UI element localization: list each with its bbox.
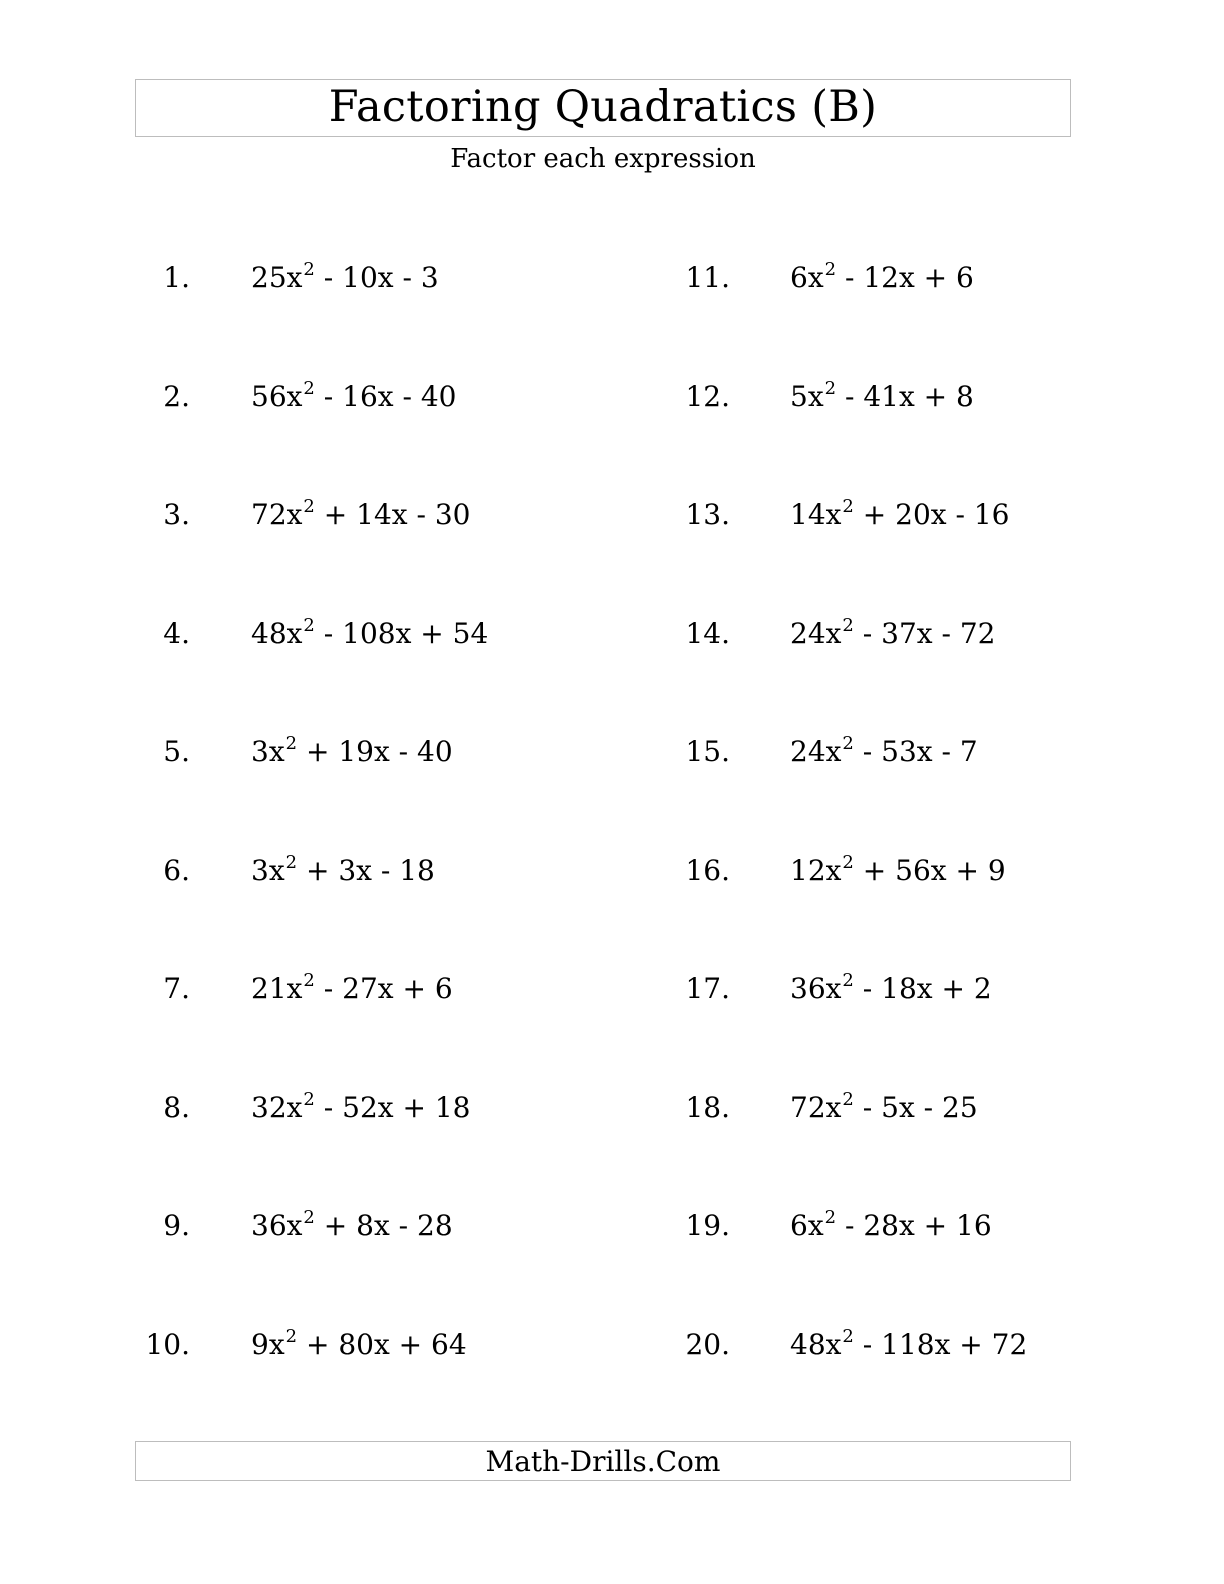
expression-exponent: 2: [842, 1088, 854, 1110]
expression-leading-term: 24x: [790, 616, 842, 650]
problem-expression: [790, 969, 992, 1013]
site-credit: Math-Drills.Com: [485, 1445, 721, 1478]
expression-leading-term: 36x: [251, 1209, 303, 1242]
expression-leading-term: 9x: [251, 1327, 285, 1361]
expression-leading-term: 6x: [790, 261, 824, 294]
problem-item: [0, 732, 1224, 772]
problem-item: [0, 495, 1224, 535]
expression-exponent: 2: [842, 496, 854, 517]
expression-remaining-terms: - 28x + 16: [836, 1209, 992, 1242]
expression-remaining-terms: - 27x + 6: [314, 972, 453, 1005]
problem-number: 16.: [685, 853, 730, 887]
problem-number: 10.: [145, 1327, 190, 1361]
problem-number: 5.: [163, 735, 190, 768]
problem-number: 14.: [685, 616, 730, 650]
expression-exponent: 2: [842, 851, 854, 873]
expression-exponent: 2: [303, 259, 315, 280]
expression-remaining-terms: - 118x + 72: [853, 1327, 1028, 1361]
expression-exponent: 2: [285, 1325, 298, 1347]
expression-exponent: 2: [824, 259, 837, 280]
problem-number: 13.: [685, 498, 730, 531]
problem-expression: [790, 614, 995, 658]
expression-leading-term: 36x: [790, 972, 842, 1005]
expression-exponent: 2: [303, 970, 315, 991]
expression-exponent: 2: [285, 851, 298, 873]
expression-remaining-terms: - 18x + 2: [853, 972, 992, 1005]
expression-leading-term: 14x: [790, 498, 842, 531]
problem-number: 2.: [163, 379, 190, 413]
expression-leading-term: 6x: [790, 1209, 824, 1242]
expression-exponent: 2: [842, 1325, 854, 1347]
expression-remaining-terms: - 10x - 3: [314, 261, 439, 294]
problem-item: [0, 258, 1224, 298]
problem-number: 4.: [163, 616, 190, 650]
expression-remaining-terms: + 19x - 40: [297, 735, 453, 768]
expression-leading-term: 48x: [790, 1327, 842, 1361]
problem-expression: [790, 1206, 992, 1250]
expression-exponent: 2: [303, 496, 315, 517]
problem-item: [0, 1325, 1224, 1365]
expression-remaining-terms: - 16x - 40: [314, 379, 457, 413]
expression-remaining-terms: - 52x + 18: [314, 1090, 471, 1124]
expression-leading-term: 3x: [251, 853, 285, 887]
problem-item: [0, 377, 1224, 417]
problem-number: 11.: [685, 261, 730, 294]
expression-remaining-terms: + 56x + 9: [853, 853, 1006, 887]
expression-exponent: 2: [303, 1088, 315, 1110]
expression-remaining-terms: + 8x - 28: [314, 1209, 453, 1242]
expression-exponent: 2: [303, 614, 315, 636]
problem-number: 8.: [163, 1090, 190, 1124]
problem-number: 7.: [163, 972, 190, 1005]
problem-number: 17.: [685, 972, 730, 1005]
expression-exponent: 2: [842, 970, 854, 991]
expression-leading-term: 48x: [251, 616, 303, 650]
page-title: Factoring Quadratics (B): [328, 81, 878, 132]
problem-item: [0, 1206, 1224, 1246]
problem-expression: [790, 732, 978, 776]
expression-leading-term: 72x: [790, 1090, 842, 1124]
problem-expression: [790, 377, 974, 421]
expression-remaining-terms: + 80x + 64: [297, 1327, 467, 1361]
expression-leading-term: 3x: [251, 735, 285, 768]
expression-leading-term: 32x: [251, 1090, 303, 1124]
problem-number: 15.: [685, 735, 730, 768]
problem-number: 6.: [163, 853, 190, 887]
problem-number: 12.: [685, 379, 730, 413]
expression-remaining-terms: - 12x + 6: [836, 261, 974, 294]
problem-item: [0, 969, 1224, 1009]
expression-remaining-terms: + 20x - 16: [853, 498, 1010, 531]
expression-leading-term: 25x: [251, 261, 303, 294]
expression-exponent: 2: [842, 614, 854, 636]
problem-number: 9.: [163, 1209, 190, 1242]
expression-leading-term: 5x: [790, 379, 824, 413]
problem-item: [0, 851, 1224, 891]
expression-remaining-terms: + 14x - 30: [314, 498, 471, 531]
problem-number: 1.: [163, 261, 190, 294]
expression-remaining-terms: - 53x - 7: [853, 735, 978, 768]
problem-expression: [790, 851, 1006, 895]
expression-remaining-terms: - 37x - 72: [853, 616, 996, 650]
footer-box: [135, 1441, 1071, 1481]
expression-exponent: 2: [824, 1207, 837, 1228]
problem-expression: [790, 495, 1009, 539]
expression-remaining-terms: - 108x + 54: [314, 616, 489, 650]
problem-expression: [790, 258, 974, 302]
expression-leading-term: 24x: [790, 735, 842, 768]
problem-item: [0, 614, 1224, 654]
expression-exponent: 2: [842, 733, 854, 754]
expression-exponent: 2: [303, 1207, 315, 1228]
expression-remaining-terms: - 5x - 25: [853, 1090, 978, 1124]
expression-leading-term: 72x: [251, 498, 303, 531]
instructions: Factor each expression: [450, 144, 756, 174]
expression-exponent: 2: [303, 377, 315, 399]
problem-number: 20.: [685, 1327, 730, 1361]
expression-exponent: 2: [285, 733, 298, 754]
expression-remaining-terms: - 41x + 8: [836, 379, 974, 413]
expression-leading-term: 56x: [251, 379, 303, 413]
problem-number: 18.: [685, 1090, 730, 1124]
problem-number: 19.: [685, 1209, 730, 1242]
problem-expression: [790, 1325, 1027, 1369]
expression-leading-term: 12x: [790, 853, 842, 887]
expression-exponent: 2: [824, 377, 837, 399]
expression-remaining-terms: + 3x - 18: [297, 853, 435, 887]
problem-item: [0, 1088, 1224, 1128]
problem-number: 3.: [163, 498, 190, 531]
expression-leading-term: 21x: [251, 972, 303, 1005]
problem-expression: [790, 1088, 978, 1132]
